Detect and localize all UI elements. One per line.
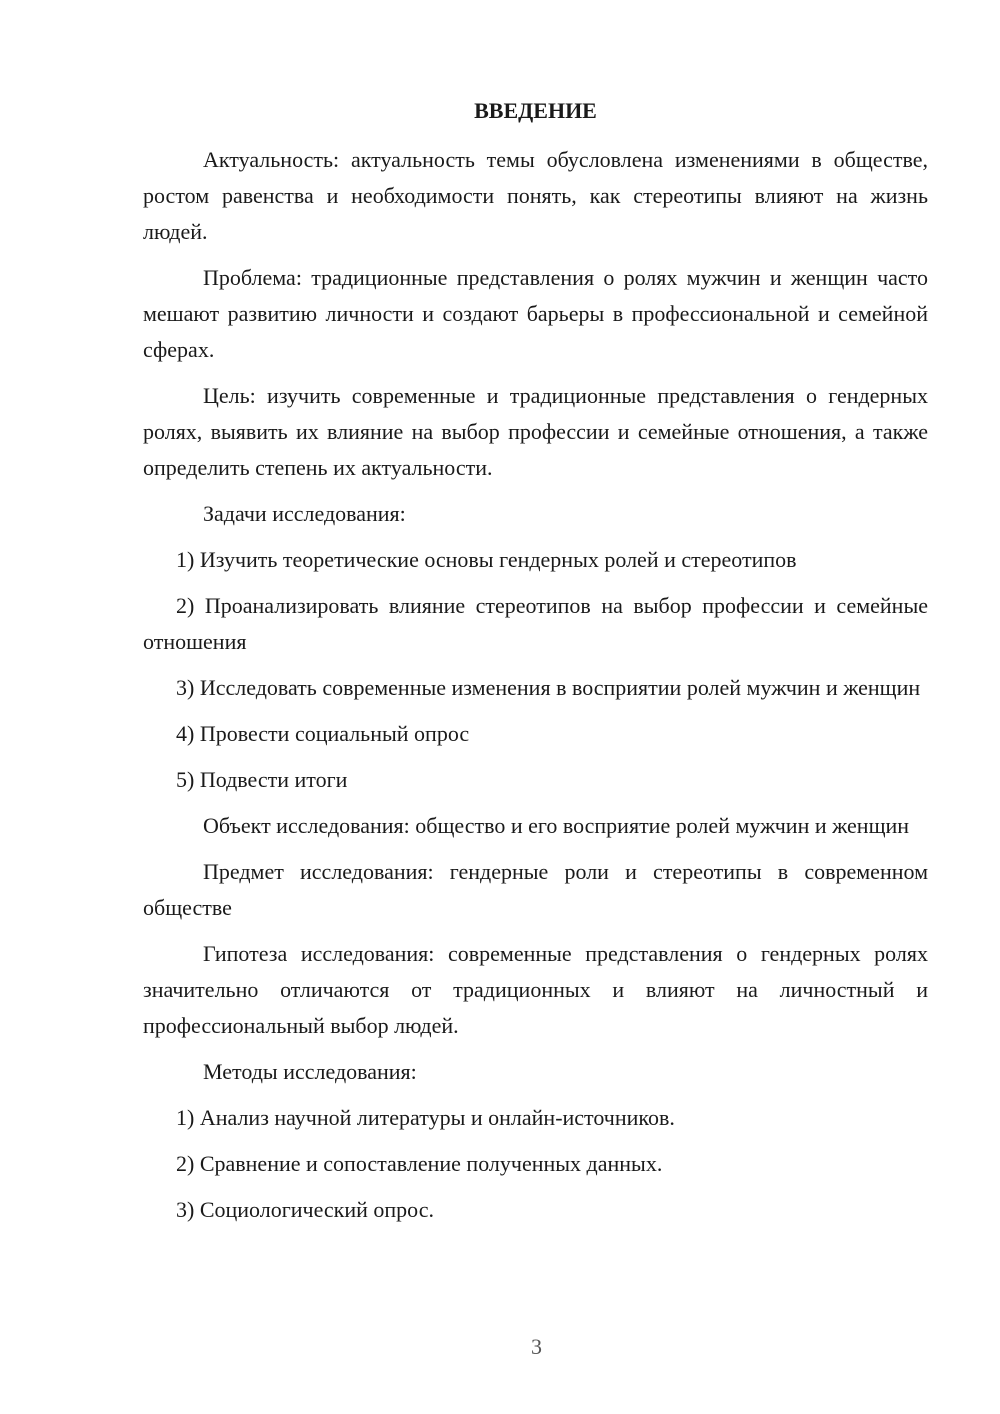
hypothesis-paragraph: Гипотеза исследования: современные представления о гендерных ролях значительно отличаются от традиционных и влияют на личностный и профессиональный выбор людей. <box>143 941 928 1038</box>
goal-paragraph: Цель: изучить современные и традиционные представления о гендерных ролях, выявить их влияние на выбор профессии и семейные отношения, а также определить степень их актуальности. <box>143 383 928 480</box>
page-number: 3 <box>531 1334 542 1359</box>
task-item-5: 5) Подвести итоги <box>176 767 348 792</box>
problem-paragraph: Проблема: традиционные представления о ролях мужчин и женщин часто мешают развитию личности и создают барьеры в профессиональной и семейной сферах. <box>143 265 928 362</box>
method-item-2: 2) Сравнение и сопоставление полученных данных. <box>176 1151 663 1176</box>
subject-paragraph: Предмет исследования: гендерные роли и стереотипы в современном обществе <box>143 859 928 920</box>
method-item-3: 3) Социологический опрос. <box>176 1197 434 1222</box>
object-paragraph: Объект исследования: общество и его восприятие ролей мужчин и женщин <box>203 813 910 838</box>
task-item-1: 1) Изучить теоретические основы гендерных ролей и стереотипов <box>176 547 797 572</box>
task-item-2: 2) Проанализировать влияние стереотипов на выбор профессии и семейные отношения <box>143 593 928 654</box>
page-title: ВВЕДЕНИЕ <box>474 98 597 123</box>
tasks-heading: Задачи исследования: <box>203 501 406 526</box>
methods-heading: Методы исследования: <box>203 1059 417 1084</box>
page-content <box>143 96 928 1238</box>
relevance-paragraph: Актуальность: актуальность темы обусловлена изменениями в обществе, ростом равенства и необходимости понять, как стереотипы влияют на жизнь людей. <box>143 147 928 244</box>
task-item-4: 4) Провести социальный опрос <box>176 721 470 746</box>
method-item-1: 1) Анализ научной литературы и онлайн-источников. <box>176 1105 675 1130</box>
task-item-3: 3) Исследовать современные изменения в восприятии ролей мужчин и женщин <box>176 675 921 700</box>
